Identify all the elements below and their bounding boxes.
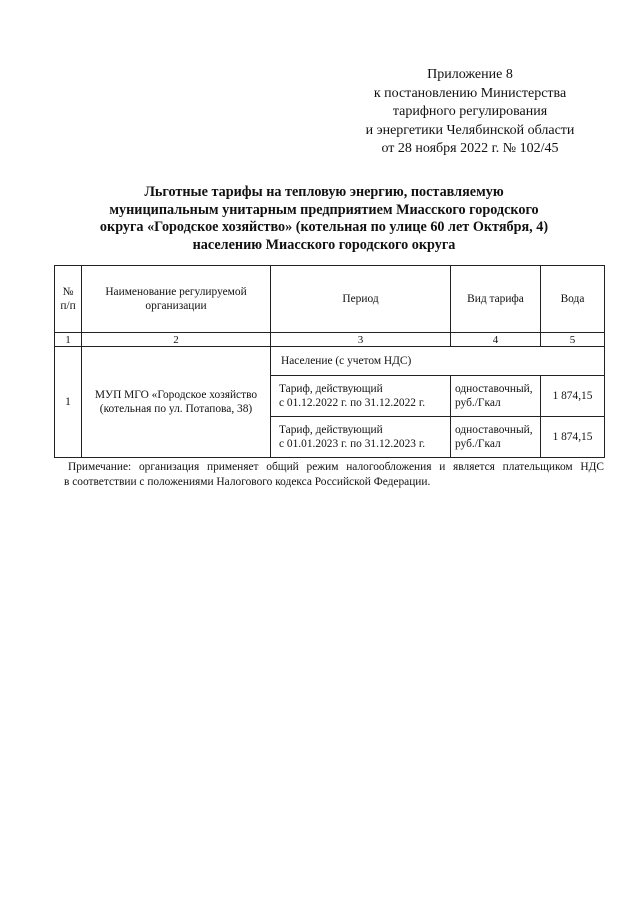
row-number: 1 xyxy=(55,347,82,458)
tariff-value: 1 874,15 xyxy=(541,417,605,458)
table-header-row xyxy=(55,266,605,333)
title-line: Льготные тарифы на тепловую энергию, поставляемую xyxy=(144,184,504,200)
tariff-type: одноставочный, руб./Гкал xyxy=(451,417,541,458)
consumer-group: Население (с учетом НДС) xyxy=(271,347,605,376)
column-number: 1 xyxy=(55,333,82,347)
organization-name: МУП МГО «Городское хозяйство (котельная по ул. Потапова, 38) xyxy=(82,347,271,458)
table-row xyxy=(55,347,605,376)
tariff-period: Тариф, действующий с 01.01.2023 г. по 31.12.2023 г. xyxy=(271,417,451,458)
header-num: № п/п xyxy=(55,266,82,333)
note-line: Примечание: организация применяет общий режим налогообложения и является плательщиком НДС xyxy=(68,461,604,473)
header-period: Период xyxy=(271,266,451,333)
tariff-period: Тариф, действующий с 01.12.2022 г. по 31.12.2022 г. xyxy=(271,376,451,417)
note-line: в соответствии с положениями Налогового кодекса Российской Федерации. xyxy=(64,476,431,488)
appendix-line: от 28 ноября 2022 г. № 102/45 xyxy=(381,141,559,156)
column-number: 4 xyxy=(451,333,541,347)
title-line: населению Миасского городского округа xyxy=(192,236,456,253)
tariff-value: 1 874,15 xyxy=(541,376,605,417)
note xyxy=(64,460,604,490)
appendix-line: тарифного регулирования xyxy=(392,104,548,119)
header-organization: Наименование регулируемой организации xyxy=(82,266,271,333)
column-number: 5 xyxy=(541,333,605,347)
tariff-table xyxy=(54,265,605,458)
header-water: Вода xyxy=(541,266,605,333)
appendix-header xyxy=(330,66,610,159)
appendix-line: к постановлению Министерства xyxy=(373,85,567,101)
column-number-row xyxy=(55,333,605,347)
header-tariff-type: Вид тарифа xyxy=(451,266,541,333)
title-line: муниципальным унитарным предприятием Миасского городского xyxy=(109,201,539,218)
column-number: 2 xyxy=(82,333,271,347)
title-line: округа «Городское хозяйство» (котельная по улице 60 лет Октября, 4) xyxy=(99,219,549,235)
column-number: 3 xyxy=(271,333,451,347)
tariff-type: одноставочный, руб./Гкал xyxy=(451,376,541,417)
appendix-line: и энергетики Челябинской области xyxy=(365,122,575,138)
appendix-line: Приложение 8 xyxy=(427,67,513,82)
document-title xyxy=(50,184,598,254)
